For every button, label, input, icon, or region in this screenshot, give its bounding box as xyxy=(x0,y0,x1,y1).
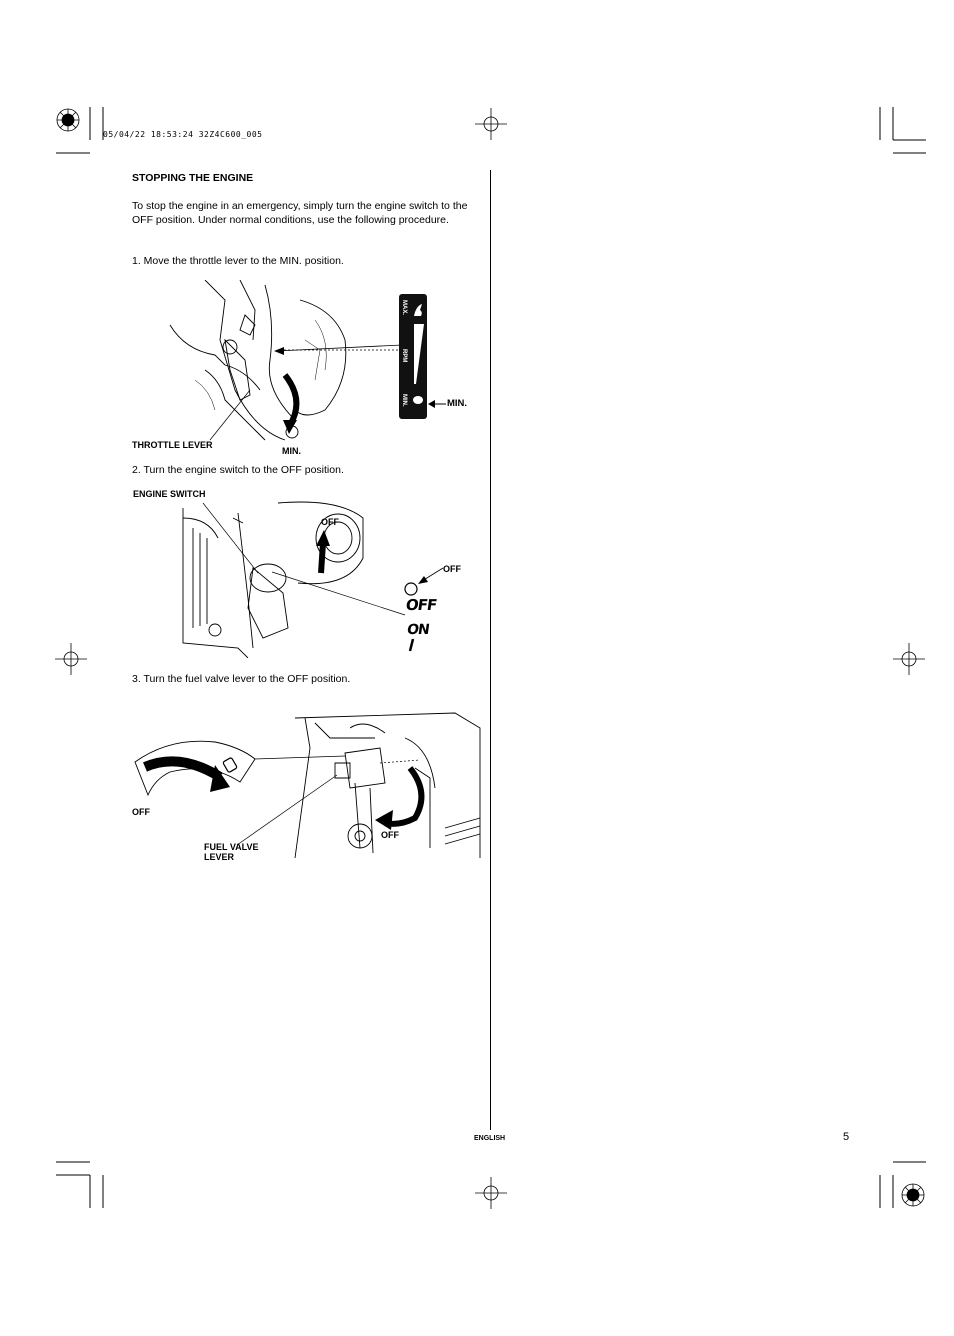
registration-starburst-bottom xyxy=(902,1184,924,1206)
intro-paragraph: To stop the engine in an emergency, simply turn the engine switch to the OFF position. Under normal conditions, use the following procedure. xyxy=(132,200,468,226)
throttle-lever-label: THROTTLE LEVER xyxy=(132,440,213,450)
decal-min: MIN. xyxy=(401,394,407,407)
pointer-arrow xyxy=(272,340,412,363)
off-label-decal: OFF xyxy=(443,564,461,574)
decal-on-text: ON xyxy=(405,622,430,638)
on-bar-icon xyxy=(407,638,417,652)
tortoise-icon xyxy=(412,392,424,406)
off-label-fuel-lever: OFF xyxy=(381,830,399,840)
min-label-decal: MIN. xyxy=(447,398,468,409)
decal-max: MAX. xyxy=(401,300,407,315)
off-label-switch: OFF xyxy=(321,517,339,527)
step-2: 2. Turn the engine switch to the OFF position. xyxy=(132,464,344,476)
rpm-wedge xyxy=(413,324,425,384)
min-label-lever: MIN. xyxy=(282,446,301,456)
decal-off-text: OFF xyxy=(404,596,438,614)
hare-icon xyxy=(412,302,424,318)
registration-starburst-top xyxy=(57,109,79,131)
section-title: STOPPING THE ENGINE xyxy=(132,172,254,184)
column-divider xyxy=(490,170,491,1130)
throttle-decal xyxy=(399,294,427,419)
engine-switch-label: ENGINE SWITCH xyxy=(133,489,206,499)
fuel-valve-leader xyxy=(232,770,342,850)
decal-rpm: RPM xyxy=(401,349,407,363)
fuel-valve-lever-label: FUEL VALVE LEVER xyxy=(204,842,259,862)
print-stamp: 05/04/22 18:53:24 32Z4C600_005 xyxy=(103,130,263,139)
switch-leader xyxy=(270,570,410,620)
page-number: 5 xyxy=(843,1131,850,1143)
min-arrow xyxy=(428,399,448,409)
step-1: 1. Move the throttle lever to the MIN. position. xyxy=(132,255,344,267)
language-tag: ENGLISH xyxy=(474,1135,506,1142)
off-pointer-arrow xyxy=(416,566,446,586)
step-3: 3. Turn the fuel valve lever to the OFF position. xyxy=(132,673,351,685)
throttle-leader xyxy=(205,385,265,445)
off-label-fuel-decal: OFF xyxy=(132,807,150,817)
